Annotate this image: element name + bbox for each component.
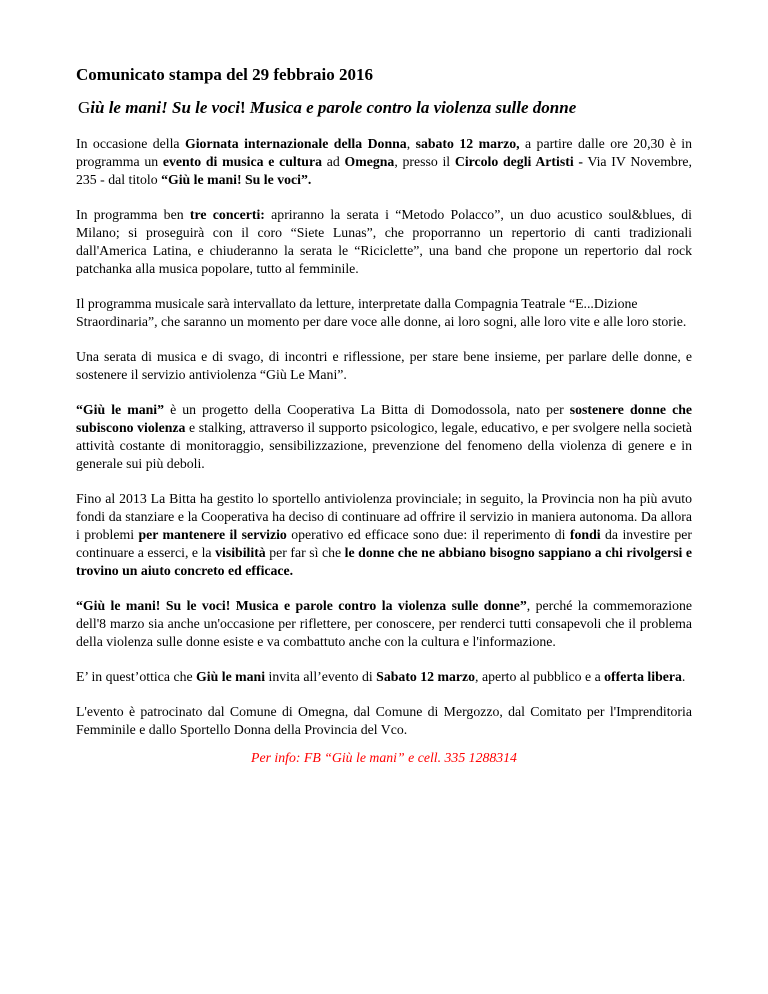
subtitle-part-a: iù le mani! Su le voci	[90, 98, 240, 117]
paragraph-readings: Il programma musicale sarà intervallato da letture, interpretate dalla Compagnia Teatrale “E...Dizione Straordinaria”, che saranno un momento per dare voce alle donne, ai loro sogni, alle loro vite e alle loro storie.	[76, 296, 687, 329]
paragraph-concerts: In programma ben tre concerti: apriranno la serata i “Metodo Polacco”, un duo acustico soul&blues, di Milano; si proseguirà con il coro “Siete Lunas”, che proporranno un repertorio di canti tradizionali dall'America Latina, e chiuderanno la serata le “Riciclette”, una band che propone un repertorio dal rock patchanka alla musica popolare, tutto al femminile.	[76, 207, 692, 276]
subtitle-part-b: !	[240, 98, 250, 117]
event-subtitle	[78, 98, 692, 118]
paragraph-evening: Una serata di musica e di svago, di incontri e riflessione, per stare bene insieme, per parlare delle donne, e sostenere il servizio antiviolenza “Giù Le Mani”.	[76, 349, 692, 382]
paragraph-commemoration: “Giù le mani! Su le voci! Musica e parole contro la violenza sulle donne”, perché la commemorazione dell'8 marzo sia anche un'occasione per riflettere, per conoscere, per renderci tutti consapevoli che il problema della violenza sulle donne esiste e va combattuto anche con la cultura e l'informazione.	[76, 598, 692, 649]
paragraph-sponsors: L'evento è patrocinato dal Comune di Omegna, dal Comune di Mergozzo, dal Comitato per l'Imprenditoria Femminile e dallo Sportello Donna della Provincia del Vco.	[76, 704, 692, 737]
paragraph-intro: In occasione della Giornata internazionale della Donna, sabato 12 marzo, a partire dalle ore 20,30 è in programma un evento di musica e cultura ad Omegna, presso il Circolo degli Artisti - Via IV Novembre, 235 - dal titolo “Giù le mani! Su le voci”.	[76, 136, 693, 187]
subtitle-initial: G	[78, 98, 91, 117]
document-title: Comunicato stampa del 29 febbraio 2016	[76, 65, 374, 84]
paragraph-invitation: E’ in quest’ottica che Giù le mani invita all’evento di Sabato 12 marzo, aperto al pubblico e a offerta libera.	[76, 669, 686, 684]
subtitle-part-c: Musica e parole contro la violenza sulle donne	[249, 98, 577, 117]
paragraph-project: “Giù le mani” è un progetto della Cooperativa La Bitta di Domodossola, nato per sostenere donne che subiscono violenza e stalking, attraverso il supporto psicologico, legale, educativo, e per svolgere nella società attività costante di monitoraggio, sensibilizzazione, prevenzione del fenomeno della violenza di genere e in generale sui più deboli.	[76, 402, 693, 471]
paragraph-history: Fino al 2013 La Bitta ha gestito lo sportello antiviolenza provinciale; in seguito, la Provincia non ha più avuto fondi da stanziare e la Cooperativa ha deciso di continuare ad offrire il servizio in maniera autonoma. Da allora i problemi per mantenere il servizio operativo ed efficace sono due: il reperimento di fondi da investire per continuare a esserci, e la visibilità per far sì che le donne che ne abbiano bisogno sappiano a chi rivolgersi e trovino un aiuto concreto ed efficace.	[76, 491, 692, 578]
press-release-page	[76, 60, 692, 767]
contact-info: Per info: FB “Giù le mani” e cell. 335 1288314	[251, 750, 517, 765]
